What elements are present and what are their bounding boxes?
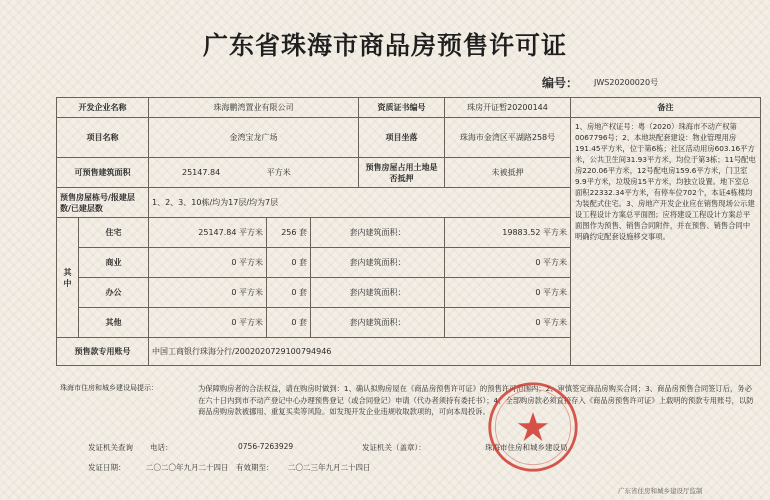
notes-text: 1、房地产权证号：粤（2020）珠海市不动产权第0067796号；2、本地块配套建设：物业管理用房191.45平方米，位于第6栋；社区活动用房603.16平方米，公共卫生间31.93平方米，均位于第3栋；11号配电房220.06平方米，12号配电房159.6平方米，门卫室9.9平方米，垃圾房15平方米，均独立设置。地下室总面积22332.34平方米，有停车位702个，本证4栋楼均为装配式住宅。3、房地产开发企业应在销售现场公示建设工程设计方案总平面图；应将建设工程设计方案总平面图作为预售、销售合同附件，并在预售、销售合同中明确约定配套设施移交事项。 — [571, 118, 761, 366]
type-name: 办公 — [79, 278, 149, 308]
type-inner-value: 0 平方米 — [445, 278, 571, 308]
building-label: 预售房屋栋号/报建层数/已建层数 — [57, 188, 149, 218]
project-value: 金湾宝龙广场 — [149, 118, 359, 158]
mortgage-label: 预售房屋占用土地是否抵押 — [359, 158, 445, 188]
area-value: 25147.84 — [182, 168, 221, 177]
type-inner-label: 套内建筑面积： — [311, 278, 445, 308]
qizhong-label: 其中 — [57, 218, 79, 338]
location-label: 项目坐落 — [359, 118, 445, 158]
type-sets: 0 套 — [267, 248, 311, 278]
supervisor-name: 广东省住房和城乡建设厅监制 — [618, 487, 703, 495]
type-area: 25147.84 平方米 — [149, 218, 267, 248]
account-label: 预售款专用账号 — [57, 338, 149, 366]
building-value: 1、2、3、10栋/均为17层/均为7层 — [149, 188, 571, 218]
footer-label: 珠海市住房和城乡建设局提示： — [60, 384, 158, 392]
certificate-title: 广东省珠海市商品房预售许可证 — [202, 31, 567, 60]
type-inner-label: 套内建筑面积： — [311, 218, 445, 248]
number-label: 编号： — [542, 76, 579, 90]
type-sets: 256 套 — [267, 218, 311, 248]
type-inner-value: 0 平方米 — [445, 248, 571, 278]
type-name: 商业 — [79, 248, 149, 278]
issue-date: 二〇二〇年九月二十四日 — [146, 463, 229, 472]
type-inner-value: 0 平方米 — [445, 308, 571, 338]
cert-value: 珠房开证暂20200144 — [445, 98, 571, 118]
valid-date: 二〇二三年九月二十四日 — [288, 463, 371, 472]
tel-label: 发证机关查询 — [88, 443, 133, 452]
tel-value: 0756-7263929 — [238, 442, 294, 451]
area-unit: 平方米 — [266, 168, 291, 177]
developer-label: 开发企业名称 — [57, 98, 149, 118]
type-area: 0 平方米 — [149, 308, 267, 338]
type-area: 0 平方米 — [149, 248, 267, 278]
area-cell — [149, 158, 359, 188]
type-inner-label: 套内建筑面积： — [311, 308, 445, 338]
cert-label: 资质证书编号 — [359, 98, 445, 118]
number-value: JWS20200020号 — [594, 78, 659, 87]
location-value: 珠海市金湾区平湖路258号 — [445, 118, 571, 158]
official-seal — [486, 380, 580, 474]
certificate-table — [56, 97, 761, 366]
type-sets: 0 套 — [267, 278, 311, 308]
project-label: 项目名称 — [57, 118, 149, 158]
notes-label: 备注 — [571, 98, 761, 118]
authority-value: 珠海市住房和城乡建设局 — [485, 443, 568, 452]
type-area: 0 平方米 — [149, 278, 267, 308]
valid-label: 有效期至： — [236, 463, 274, 472]
type-name: 其他 — [79, 308, 149, 338]
developer-value: 珠海鹏湾置业有限公司 — [149, 98, 359, 118]
type-sets: 0 套 — [267, 308, 311, 338]
type-inner-label: 套内建筑面积： — [311, 248, 445, 278]
tel-label-2: 电话： — [150, 443, 173, 452]
authority-label: 发证机关（盖章）： — [362, 443, 426, 452]
type-inner-value: 19883.52 平方米 — [445, 218, 571, 248]
type-name: 住宅 — [79, 218, 149, 248]
mortgage-value: 未被抵押 — [445, 158, 571, 188]
account-value: 中国工商银行珠海分行/2002020729100794946 — [149, 338, 761, 366]
issue-date-label: 发证日期： — [88, 463, 126, 472]
area-label: 可预售建筑面积 — [57, 158, 149, 188]
footer-text: 为保障购房者的合法权益，请在购房时做到：1、确认拟购房屋在《商品房预售许可证》的预售许可范围内；2、审慎签定商品房购买合同；3、商品房预售合同签订后，务必在六十日内到市不动产登记中心办理预售登记（或合同登记）申请（代办者须持有委托书）；4、全部购房款必须直接存入《商品房预售许可证》上载明的预款专用账号，以防商品房购房款被挪用、重复买卖等风险。如发现开发企业违规收取款项的，可向本局投诉。 — [198, 384, 754, 416]
seal-star-icon — [518, 412, 548, 441]
